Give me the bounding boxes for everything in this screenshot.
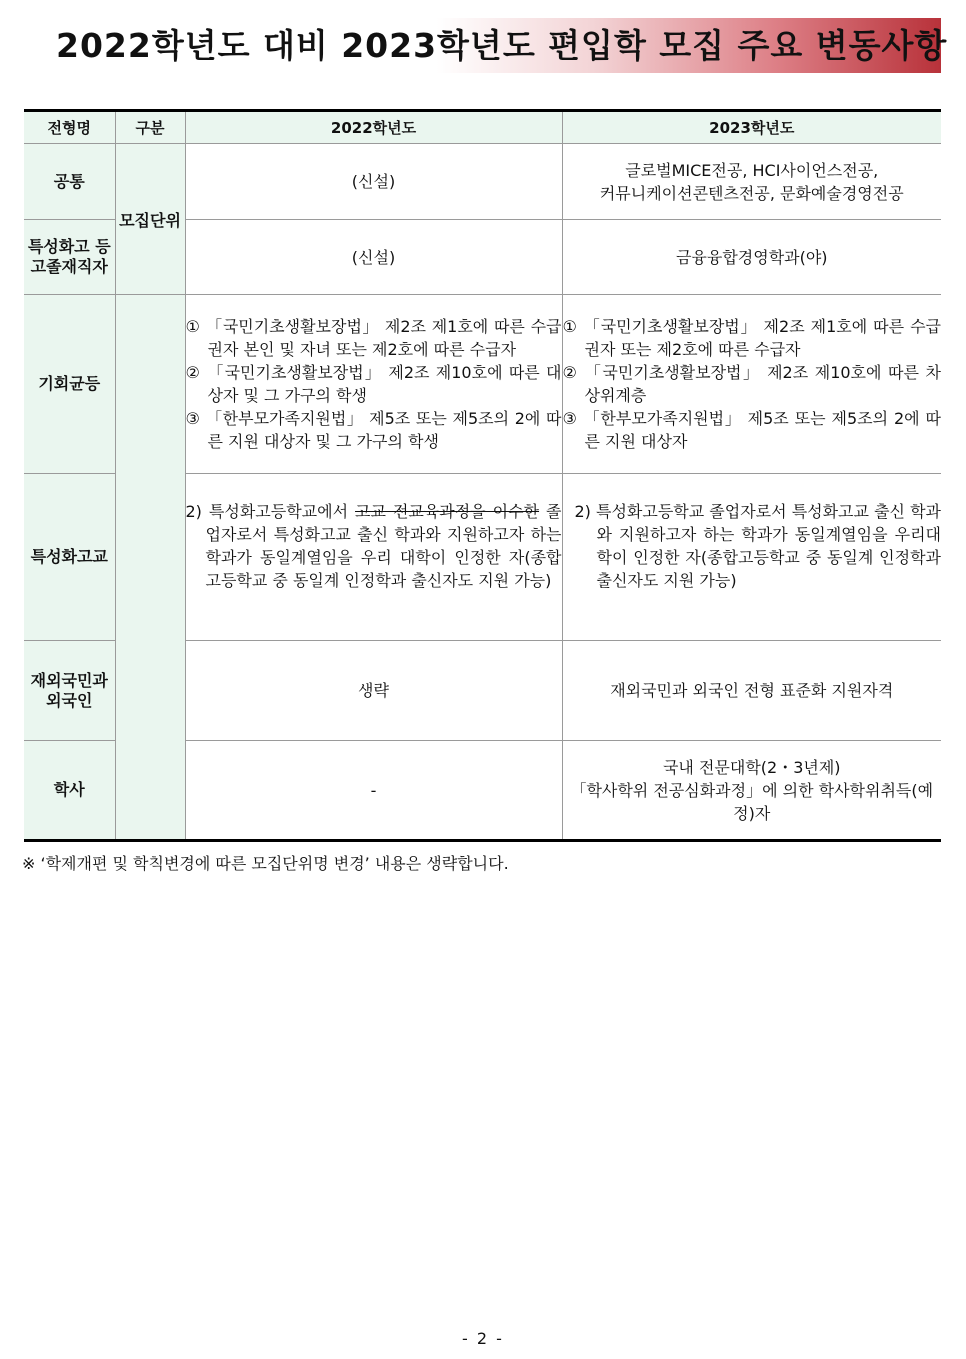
table-row [24, 295, 941, 474]
header-category: 구분 [115, 111, 185, 144]
item-list [186, 315, 562, 453]
category-cell: 모집단위 [115, 144, 185, 295]
row-label-overseas-foreign [24, 641, 115, 741]
cell-2023 [562, 144, 941, 220]
cell-2022 [185, 295, 562, 474]
cell-2023-line: 「학사학위 전공심화과정」에 의한 학사학위취득(예정)자 [570, 780, 934, 823]
paragraph: 2) 특성화고등학교 졸업자로서 특성화고교 출신 학과와 지원하고자 하는 학과가 동일계열임을 우리대학이 인정한 자(종합고등학교 중 동일계 인정학과 출신자도 지원 가능) [574, 502, 941, 590]
list-item: ③ 「한부모가족지원법」 제5조 또는 제5조의 2에 따른 지원 대상자 [562, 409, 941, 451]
header-2022: 2022학년도 [185, 111, 562, 144]
row-label-vocational-employee [24, 220, 115, 295]
list-item: ③ 「한부모가족지원법」 제5조 또는 제5조의 2에 따른 지원 대상자 및 그 가구의 학생 [185, 409, 562, 451]
table-header-row [24, 111, 941, 144]
list-item: ② 「국민기초생활보장법」 제2조 제10호에 따른 대상자 및 그 가구의 학생 [185, 363, 562, 405]
cell-2023-line: 글로벌MICE전공, HCI사이언스전공, [625, 160, 879, 180]
cell-2022: (신설) [185, 220, 562, 295]
cell-2023 [562, 295, 941, 474]
cell-2023 [562, 741, 941, 841]
row-label-common: 공통 [24, 144, 115, 220]
footnote: ※ ‘학제개편 및 학칙변경에 따른 모집단위명 변경’ 내용은 생략합니다. [22, 854, 509, 873]
paragraph [186, 500, 562, 592]
cell-2023: 재외국민과 외국인 전형 표준화 지원자격 [562, 641, 941, 741]
changes-table [24, 109, 941, 842]
row-label-line: 외국인 [46, 690, 93, 710]
cell-2022: 생략 [185, 641, 562, 741]
page-number: - 2 - [462, 1329, 504, 1348]
table-row [24, 144, 941, 220]
cell-2022: - [185, 741, 562, 841]
header-type: 전형명 [24, 111, 115, 144]
cell-2023-line: 국내 전문대학(2・3년제) [662, 757, 841, 777]
row-label-line: 고졸재직자 [30, 257, 108, 276]
row-label-bachelor: 학사 [24, 741, 115, 841]
list-item: ② 「국민기초생활보장법」 제2조 제10호에 따른 차상위계층 [562, 363, 941, 405]
cell-2023: 금융융합경영학과(야) [562, 220, 941, 295]
page-title: 2022학년도 대비 2023학년도 편입학 모집 주요 변동사항 [56, 26, 948, 65]
list-item: ① 「국민기초생활보장법」 제2조 제1호에 따른 수급권자 본인 및 자녀 또는 제2호에 따른 수급자 [185, 317, 562, 359]
row-label-line: 특성화고 등 [27, 237, 111, 256]
row-label-vocational-school: 특성화고교 [24, 474, 115, 641]
row-label-line: 재외국민과 [30, 670, 108, 690]
header-2023: 2023학년도 [562, 111, 941, 144]
item-list [563, 315, 942, 453]
cell-2023-line: 커뮤니케이션콘텐츠전공, 문화예술경영전공 [599, 183, 904, 203]
text-normal: 2) 특성화고등학교에서 [185, 502, 356, 521]
cell-2023 [562, 474, 941, 641]
text-struck: 고교 전교육과정을 이수한 [355, 502, 540, 521]
category-cell-empty [115, 295, 185, 841]
list-item: ① 「국민기초생활보장법」 제2조 제1호에 따른 수급권자 또는 제2호에 따른 수급자 [562, 317, 941, 359]
text-normal: 졸업자로서 특성화고교 출신 학과와 지원하고자 하는 학과가 동일계열임을 우리 대학이 인정한 자(종합고등학교 중 동일계 인정학과 출신자도 지원 가능) [205, 502, 562, 590]
cell-2022 [185, 474, 562, 641]
cell-2022: (신설) [185, 144, 562, 220]
row-label-equal-opportunity: 기회균등 [24, 295, 115, 474]
